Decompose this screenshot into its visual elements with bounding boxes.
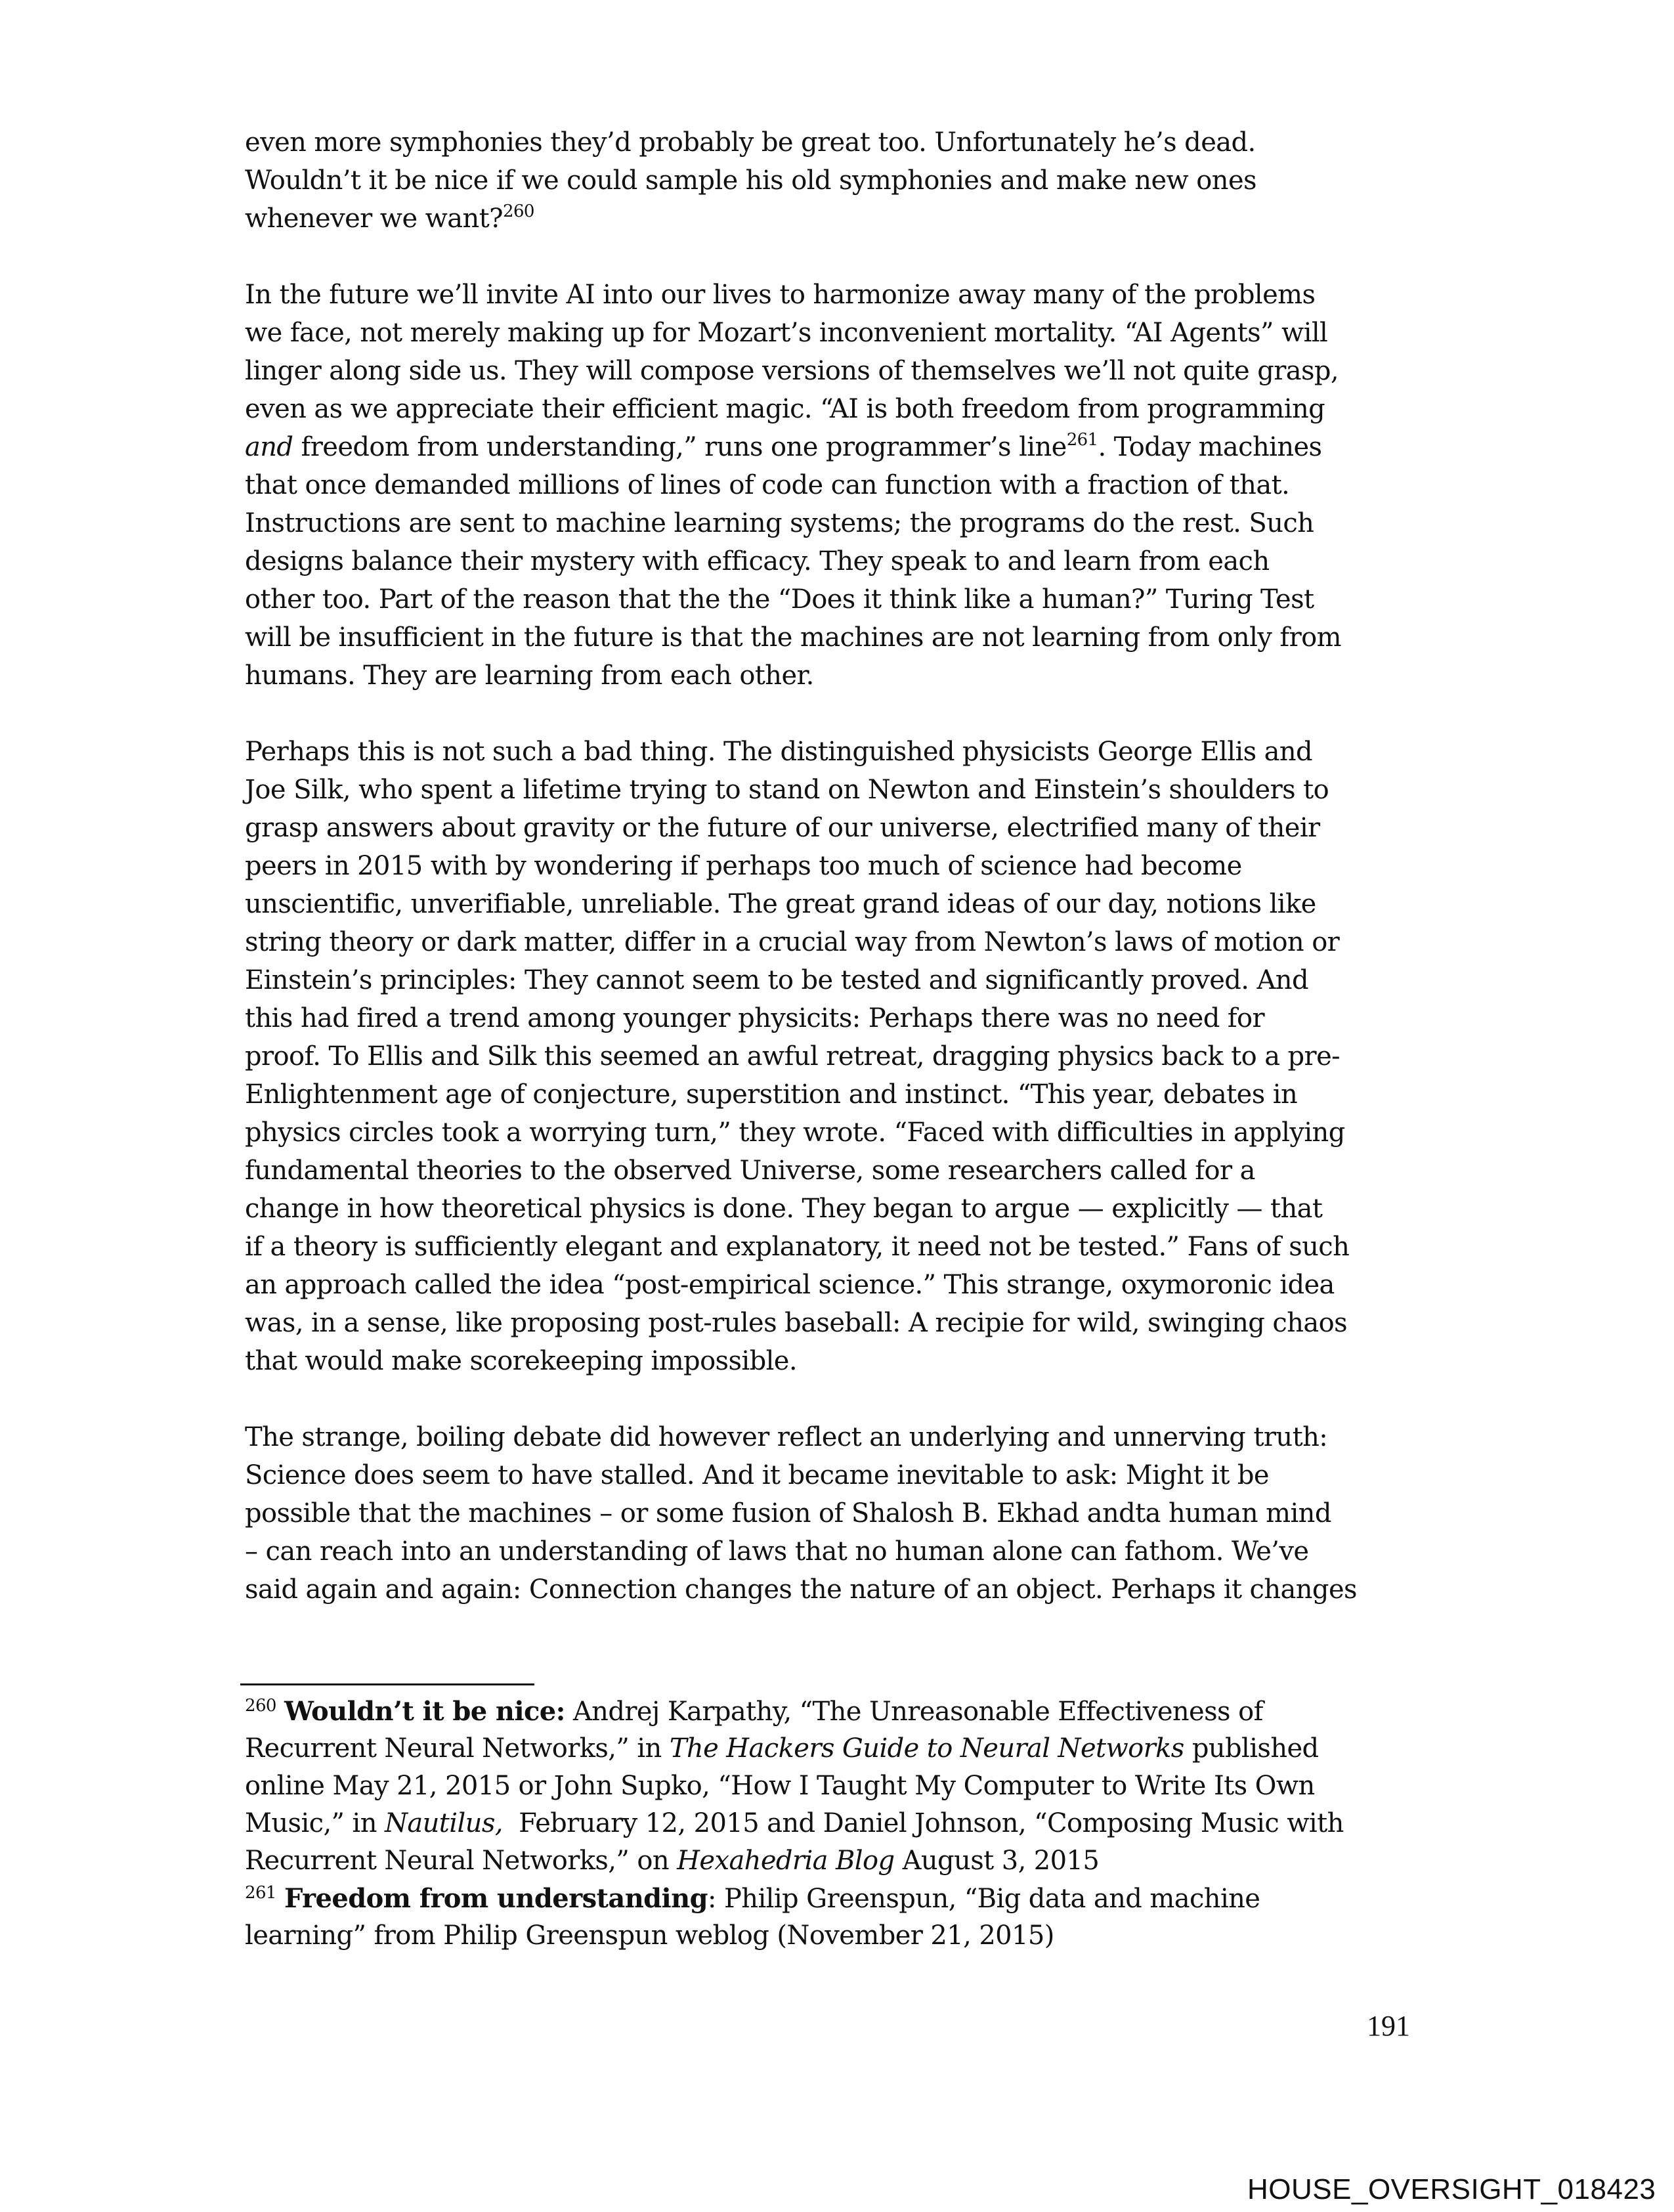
footnote-separator	[240, 1683, 534, 1685]
line-text: Science does seem to have stalled. And it became inevitable to ask: Might it be	[245, 1460, 1269, 1490]
line-text: Enlightenment age of conjecture, superstition and instinct. “This year, debates in	[245, 1079, 1298, 1110]
footnote-number: 261	[245, 1883, 276, 1903]
line-text: if a theory is sufficiently elegant and explanatory, it need not be tested.” Fans of such	[245, 1232, 1350, 1262]
line-text: Einstein’s principles: They cannot seem to be tested and significantly proved. And	[245, 965, 1308, 995]
text-line	[245, 733, 1427, 771]
text-line	[245, 542, 1427, 580]
line-text: Instructions are sent to machine learning systems; the programs do the rest. Such	[245, 508, 1314, 538]
line-text: designs balance their mystery with efficacy. They speak to and learn from each	[245, 546, 1270, 576]
text-line	[245, 771, 1427, 809]
text-line	[245, 885, 1427, 923]
line-text: . Today machines	[1098, 432, 1322, 462]
line-text: grasp answers about gravity or the future of our universe, electrified many of their	[245, 813, 1320, 843]
footnote-line	[245, 1805, 1427, 1842]
text-line	[245, 1532, 1427, 1571]
text-line	[245, 657, 1427, 695]
text-line	[245, 1037, 1427, 1075]
paragraph	[245, 1418, 1427, 1609]
line-text: humans. They are learning from each other.	[245, 661, 814, 691]
text-line	[245, 1456, 1427, 1494]
line-text: change in how theoretical physics is done. They began to argue — explicitly — that	[245, 1194, 1323, 1224]
line-text: freedom from understanding,” runs one programmer’s line	[293, 432, 1067, 462]
footnote-text: February 12, 2015 and Daniel Johnson, “Composing Music with	[502, 1808, 1344, 1838]
text-line	[245, 162, 1427, 200]
footnotes	[245, 1693, 1427, 1955]
text-line	[245, 923, 1427, 961]
text-line	[245, 999, 1427, 1037]
line-text: physics circles took a worrying turn,” they wrote. “Faced with difficulties in applying	[245, 1117, 1345, 1148]
text-line	[245, 1075, 1427, 1114]
footnote-line	[245, 1842, 1427, 1880]
text-line	[245, 466, 1427, 504]
text-line	[245, 580, 1427, 618]
line-text: – can reach into an understanding of laws that no human alone can fathom. We’ve	[245, 1536, 1309, 1567]
line-text: Perhaps this is not such a bad thing. The distinguished physicists George Ellis and	[245, 737, 1313, 767]
footnote-reference[interactable]: 261	[1066, 430, 1098, 450]
text-line	[245, 847, 1427, 885]
text-line	[245, 1114, 1427, 1152]
text-line	[245, 504, 1427, 542]
line-text: was, in a sense, like proposing post-rules baseball: A recipie for wild, swinging chaos	[245, 1308, 1348, 1338]
footnote-line	[245, 1730, 1427, 1767]
footnote-text: Andrej Karpathy, “The Unreasonable Effectiveness of	[565, 1697, 1263, 1727]
line-text: even as we appreciate their efficient magic. “AI is both freedom from programming	[245, 394, 1325, 424]
page-number: 191	[1367, 2010, 1410, 2042]
line-text: that would make scorekeeping impossible.	[245, 1346, 797, 1376]
paragraph	[245, 123, 1427, 238]
paragraph	[245, 733, 1427, 1380]
line-text: peers in 2015 with by wondering if perhaps too much of science had become	[245, 851, 1242, 881]
line-text: possible that the machines – or some fusion of Shalosh B. Ekhad andta human mind	[245, 1498, 1331, 1529]
footnote-text: published	[1184, 1733, 1319, 1764]
line-text: said again and again: Connection changes the nature of an object. Perhaps it changes	[245, 1574, 1357, 1605]
text-line	[245, 352, 1427, 390]
line-text: Joe Silk, who spent a lifetime trying to stand on Newton and Einstein’s shoulders to	[245, 775, 1329, 805]
footnote-heading: Wouldn’t it be nice:	[284, 1696, 565, 1727]
italic-text: and	[245, 432, 293, 462]
line-text: proof. To Ellis and Silk this seemed an awful retreat, dragging physics back to a pre-	[245, 1041, 1341, 1072]
text-line	[245, 1190, 1427, 1228]
text-line	[245, 1494, 1427, 1532]
line-text: The strange, boiling debate did however reflect an underlying and unnerving truth:	[245, 1422, 1328, 1452]
line-text: other too. Part of the reason that the the “Does it think like a human?” Turing Test	[245, 584, 1314, 615]
text-line	[245, 314, 1427, 352]
text-line	[245, 1228, 1427, 1266]
line-text: whenever we want?	[245, 204, 504, 234]
footnote-line	[245, 1767, 1427, 1805]
line-text: fundamental theories to the observed Universe, some researchers called for a	[245, 1156, 1255, 1186]
line-text: an approach called the idea “post-empirical science.” This strange, oxymoronic idea	[245, 1270, 1335, 1300]
footnote-text: learning” from Philip Greenspun weblog (November 21, 2015)	[245, 1920, 1054, 1951]
footnote-text: Recurrent Neural Networks,” in	[245, 1733, 670, 1764]
paragraph	[245, 276, 1427, 695]
text-line	[245, 961, 1427, 999]
text-line	[245, 390, 1427, 428]
footnote-line	[245, 1917, 1427, 1955]
footnote-260	[245, 1693, 1427, 1880]
line-text: Wouldn’t it be nice if we could sample his old symphonies and make new ones	[245, 165, 1256, 196]
text-line	[245, 809, 1427, 847]
line-text: even more symphonies they’d probably be great too. Unfortunately he’s dead.	[245, 127, 1256, 158]
text-line	[245, 1571, 1427, 1609]
line-text: unscientific, unverifiable, unreliable. The great grand ideas of our day, notions like	[245, 889, 1316, 919]
footnote-261	[245, 1880, 1427, 1955]
footnote-italic-text: Nautilus,	[385, 1808, 503, 1838]
footnote-line	[245, 1693, 1427, 1730]
text-line	[245, 1152, 1427, 1190]
footnote-text: August 3, 2015	[894, 1846, 1100, 1876]
line-text: will be insufficient in the future is that the machines are not learning from only from	[245, 622, 1341, 653]
body-text	[245, 123, 1427, 1647]
footnote-number: 260	[245, 1696, 276, 1716]
footnote-text: Recurrent Neural Networks,” on	[245, 1846, 677, 1876]
line-text: this had fired a trend among younger physicits: Perhaps there was no need for	[245, 1003, 1265, 1033]
footnote-text: Music,” in	[245, 1808, 385, 1838]
text-line	[245, 276, 1427, 314]
footnote-italic-text: Hexahedria Blog	[677, 1846, 895, 1876]
bates-number: HOUSE_OVERSIGHT_018423	[1247, 2173, 1656, 2205]
text-line	[245, 1266, 1427, 1304]
footnote-heading: Freedom from understanding	[284, 1883, 708, 1914]
footnote-text: : Philip Greenspun, “Big data and machine	[708, 1884, 1260, 1914]
text-line	[245, 200, 1427, 238]
line-text: that once demanded millions of lines of code can function with a fraction of that.	[245, 470, 1290, 500]
footnote-line	[245, 1880, 1427, 1917]
text-line	[245, 1418, 1427, 1456]
footnote-text: online May 21, 2015 or John Supko, “How I Taught My Computer to Write Its Own	[245, 1771, 1315, 1801]
text-line	[245, 618, 1427, 657]
text-line	[245, 1342, 1427, 1380]
line-text: In the future we’ll invite AI into our lives to harmonize away many of the problems	[245, 280, 1316, 310]
text-line	[245, 428, 1427, 466]
line-text: we face, not merely making up for Mozart’s inconvenient mortality. “AI Agents” will	[245, 318, 1328, 348]
footnote-reference[interactable]: 260	[503, 202, 534, 221]
line-text: linger along side us. They will compose versions of themselves we’ll not quite grasp,	[245, 356, 1339, 386]
footnote-italic-text: The Hackers Guide to Neural Networks	[669, 1733, 1184, 1764]
text-line	[245, 123, 1427, 162]
text-line	[245, 1304, 1427, 1342]
line-text: string theory or dark matter, differ in a crucial way from Newton’s laws of motion or	[245, 927, 1340, 957]
